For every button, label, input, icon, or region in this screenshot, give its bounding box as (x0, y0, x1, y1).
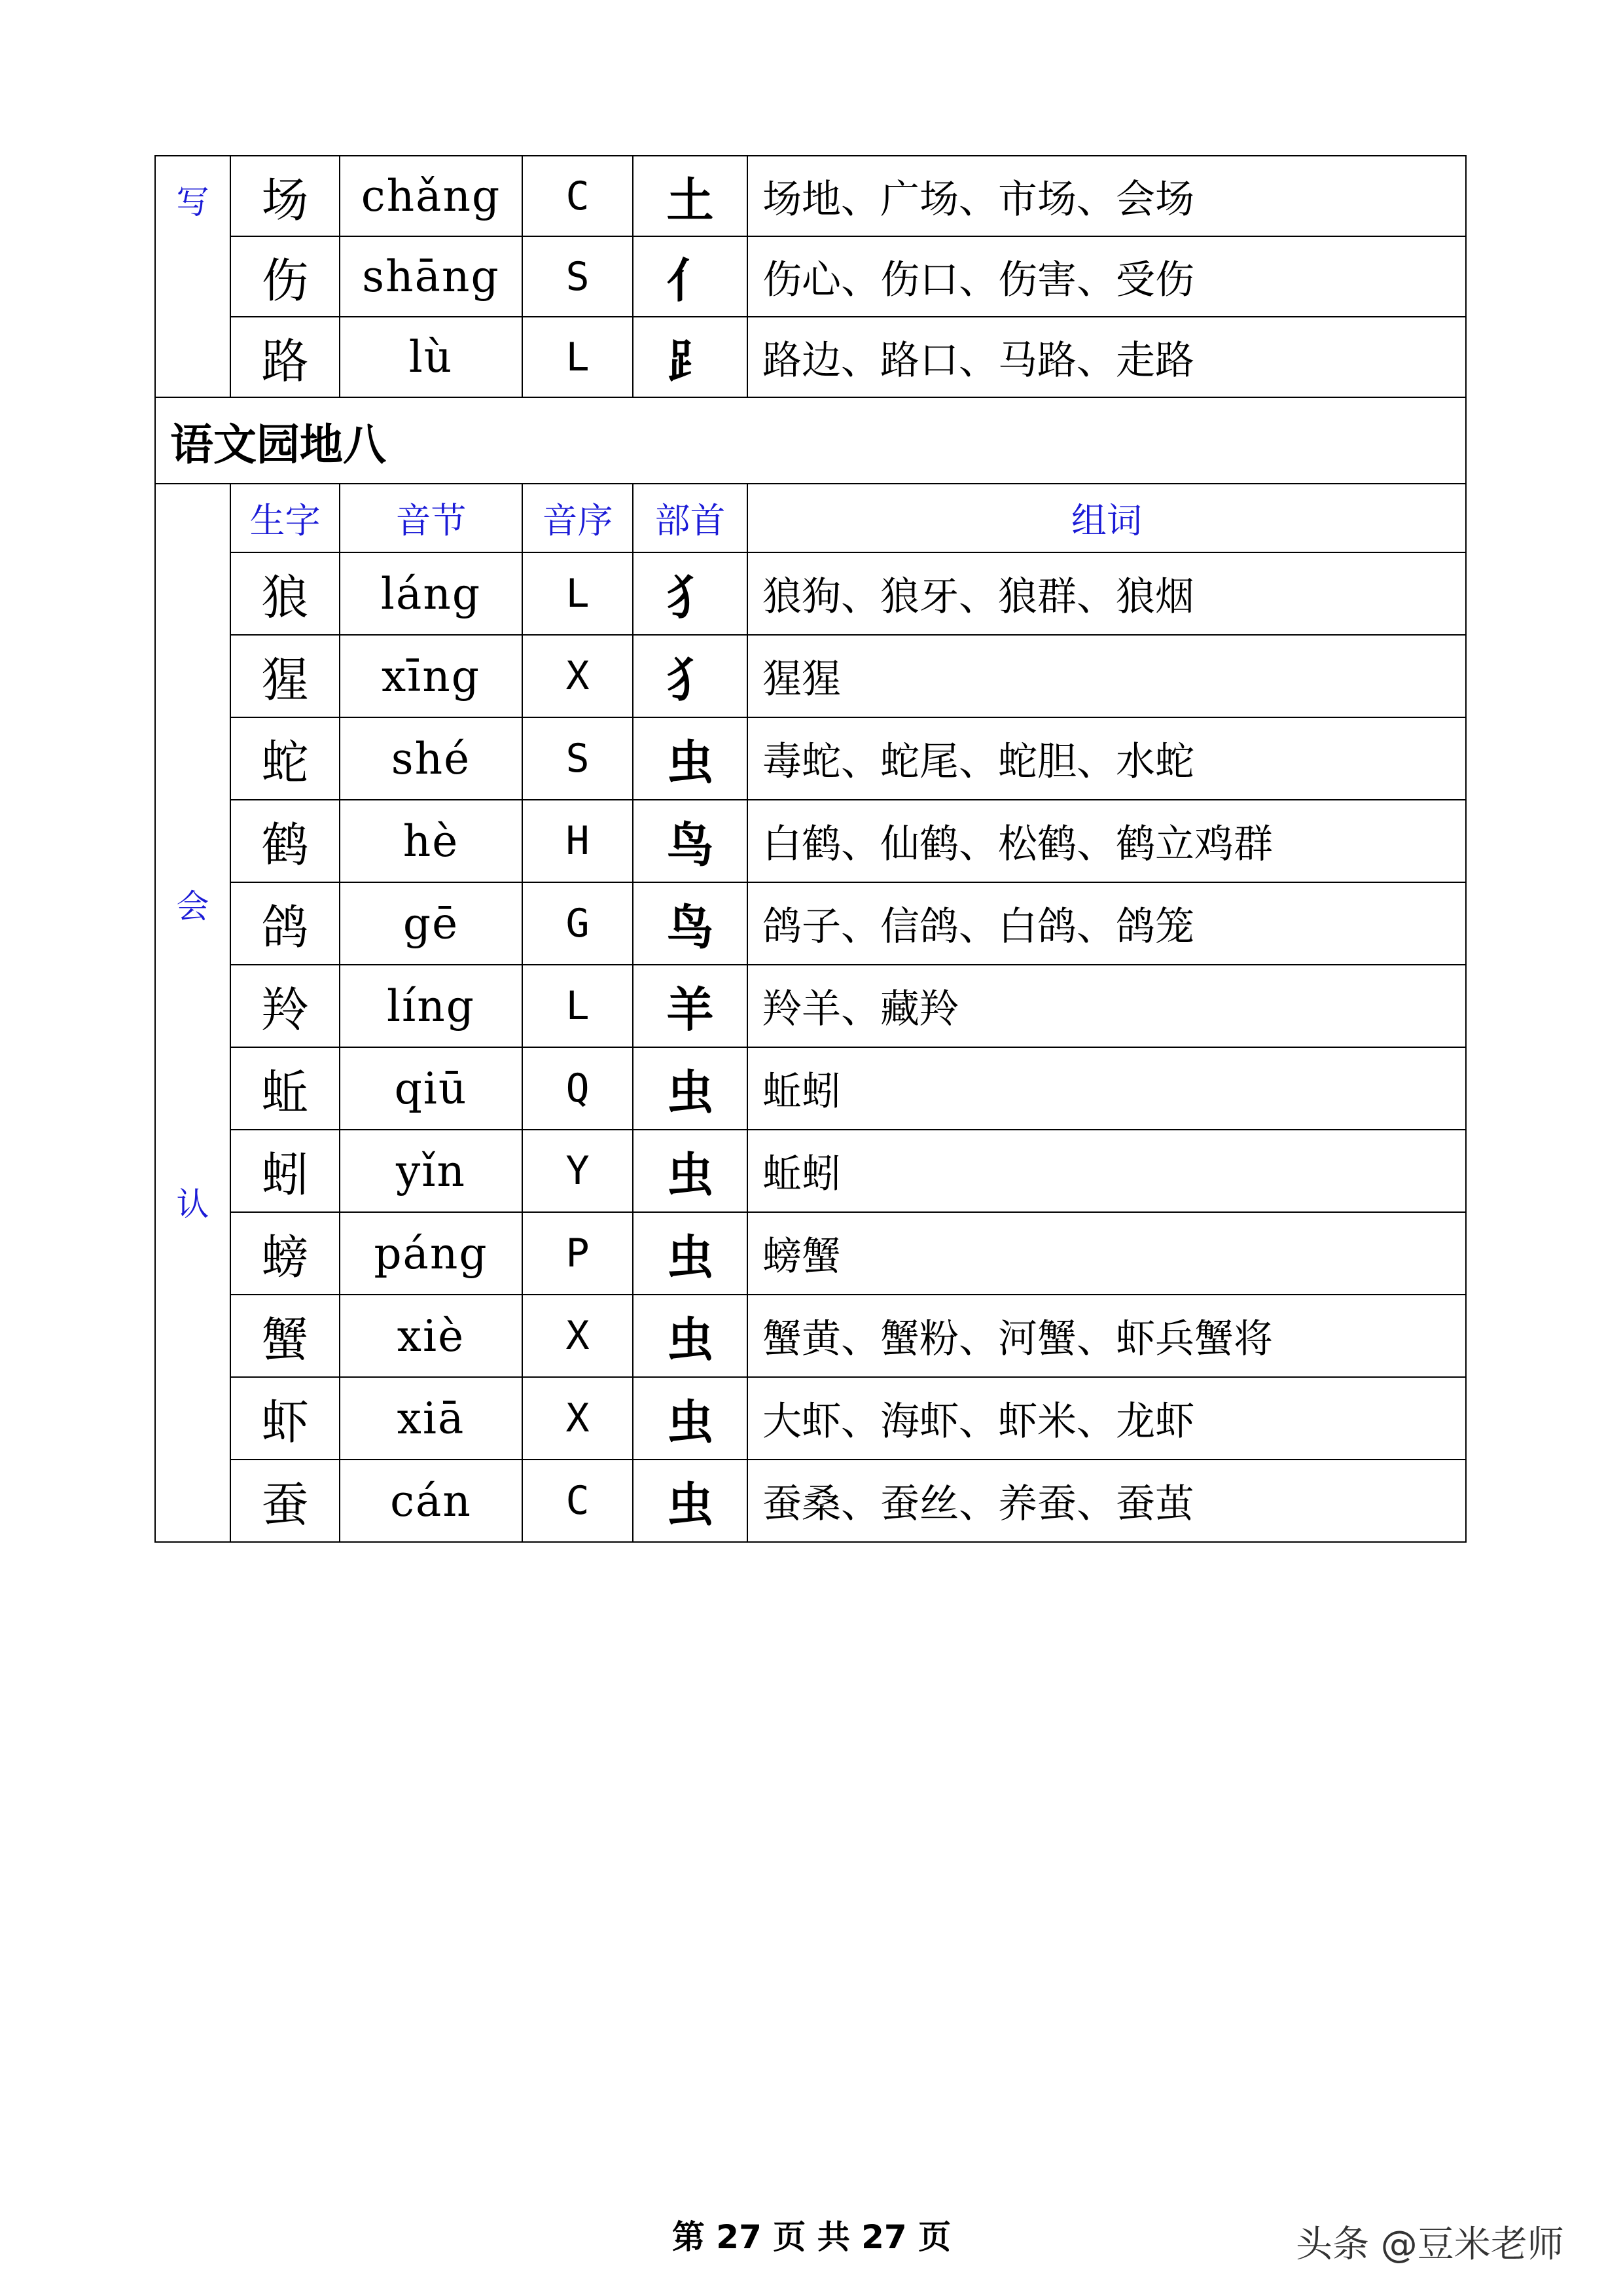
order-cell: G (522, 882, 633, 965)
words-cell: 伤心、伤口、伤害、受伤 (747, 236, 1466, 317)
table-row (155, 1377, 1466, 1460)
header-order: 音序 (522, 484, 633, 552)
order-cell: L (522, 317, 633, 397)
table-row (155, 156, 1466, 236)
table-row (155, 1212, 1466, 1295)
table-row (155, 236, 1466, 317)
table-row (155, 717, 1466, 800)
char-cell: 鸽 (230, 882, 340, 965)
radical-cell: 鸟 (633, 800, 747, 882)
order-cell: X (522, 1377, 633, 1460)
order-cell: S (522, 236, 633, 317)
char-cell: 伤 (230, 236, 340, 317)
char-cell: 路 (230, 317, 340, 397)
pinyin-cell: qiū (340, 1047, 522, 1130)
words-cell: 场地、广场、市场、会场 (747, 156, 1466, 236)
words-cell: 大虾、海虾、虾米、龙虾 (747, 1377, 1466, 1460)
watermark: 头条 @豆米老师 (1296, 2223, 1564, 2266)
radical-cell: 亻 (633, 236, 747, 317)
words-cell: 猩猩 (747, 635, 1466, 717)
radical-cell: ⻊ (633, 317, 747, 397)
table-row (155, 552, 1466, 635)
order-cell: Q (522, 1047, 633, 1130)
section-title-row (155, 397, 1466, 484)
side-label-hui: 会 (176, 888, 209, 925)
header-radical: 部首 (633, 484, 747, 552)
side-label-cell (155, 484, 230, 1542)
header-char: 生字 (230, 484, 340, 552)
char-cell: 蛇 (230, 717, 340, 800)
side-label-write: 写 (155, 156, 230, 397)
pinyin-cell: hè (340, 800, 522, 882)
pinyin-cell: chǎng (340, 156, 522, 236)
table-row (155, 800, 1466, 882)
words-cell: 狼狗、狼牙、狼群、狼烟 (747, 552, 1466, 635)
words-cell: 蚕桑、蚕丝、养蚕、蚕茧 (747, 1460, 1466, 1542)
side-label-ren: 认 (176, 1185, 209, 1223)
order-cell: H (522, 800, 633, 882)
pinyin-cell: xīng (340, 635, 522, 717)
order-cell: Y (522, 1130, 633, 1212)
char-cell: 狼 (230, 552, 340, 635)
pinyin-cell: gē (340, 882, 522, 965)
words-cell: 蟹黄、蟹粉、河蟹、虾兵蟹将 (747, 1295, 1466, 1377)
pinyin-cell: shāng (340, 236, 522, 317)
radical-cell: 虫 (633, 1377, 747, 1460)
char-cell: 羚 (230, 965, 340, 1047)
char-cell: 鹤 (230, 800, 340, 882)
header-row (155, 484, 1466, 552)
order-cell: C (522, 156, 633, 236)
header-words: 组词 (747, 484, 1466, 552)
vocab-table (154, 155, 1467, 1543)
section-title: 语文园地八 (155, 397, 1466, 484)
order-cell: L (522, 552, 633, 635)
order-cell: X (522, 635, 633, 717)
pinyin-cell: xiè (340, 1295, 522, 1377)
char-cell: 场 (230, 156, 340, 236)
table-row (155, 635, 1466, 717)
table-row (155, 1047, 1466, 1130)
words-cell: 路边、路口、马路、走路 (747, 317, 1466, 397)
char-cell: 螃 (230, 1212, 340, 1295)
radical-cell: 虫 (633, 1295, 747, 1377)
radical-cell: 虫 (633, 1460, 747, 1542)
char-cell: 蚓 (230, 1130, 340, 1212)
table-row (155, 1295, 1466, 1377)
radical-cell: 虫 (633, 1130, 747, 1212)
char-cell: 蟹 (230, 1295, 340, 1377)
pinyin-cell: xiā (340, 1377, 522, 1460)
pinyin-cell: láng (340, 552, 522, 635)
order-cell: S (522, 717, 633, 800)
words-cell: 羚羊、藏羚 (747, 965, 1466, 1047)
words-cell: 毒蛇、蛇尾、蛇胆、水蛇 (747, 717, 1466, 800)
char-cell: 蚯 (230, 1047, 340, 1130)
table-row (155, 1460, 1466, 1542)
pinyin-cell: páng (340, 1212, 522, 1295)
words-cell: 蚯蚓 (747, 1130, 1466, 1212)
char-cell: 猩 (230, 635, 340, 717)
radical-cell: 鸟 (633, 882, 747, 965)
radical-cell: 犭 (633, 635, 747, 717)
char-cell: 虾 (230, 1377, 340, 1460)
table-row (155, 317, 1466, 397)
table-row (155, 965, 1466, 1047)
pinyin-cell: cán (340, 1460, 522, 1542)
radical-cell: 虫 (633, 1212, 747, 1295)
words-cell: 白鹤、仙鹤、松鹤、鹤立鸡群 (747, 800, 1466, 882)
pinyin-cell: líng (340, 965, 522, 1047)
radical-cell: 土 (633, 156, 747, 236)
page-number: 第 27 页 共 27 页 (671, 2218, 952, 2256)
order-cell: P (522, 1212, 633, 1295)
words-cell: 蚯蚓 (747, 1047, 1466, 1130)
radical-cell: 虫 (633, 1047, 747, 1130)
radical-cell: 虫 (633, 717, 747, 800)
pinyin-cell: lù (340, 317, 522, 397)
order-cell: C (522, 1460, 633, 1542)
header-pinyin: 音节 (340, 484, 522, 552)
pinyin-cell: shé (340, 717, 522, 800)
char-cell: 蚕 (230, 1460, 340, 1542)
pinyin-cell: yǐn (340, 1130, 522, 1212)
order-cell: X (522, 1295, 633, 1377)
order-cell: L (522, 965, 633, 1047)
radical-cell: 羊 (633, 965, 747, 1047)
table-row (155, 882, 1466, 965)
table-row (155, 1130, 1466, 1212)
words-cell: 鸽子、信鸽、白鸽、鸽笼 (747, 882, 1466, 965)
words-cell: 螃蟹 (747, 1212, 1466, 1295)
radical-cell: 犭 (633, 552, 747, 635)
